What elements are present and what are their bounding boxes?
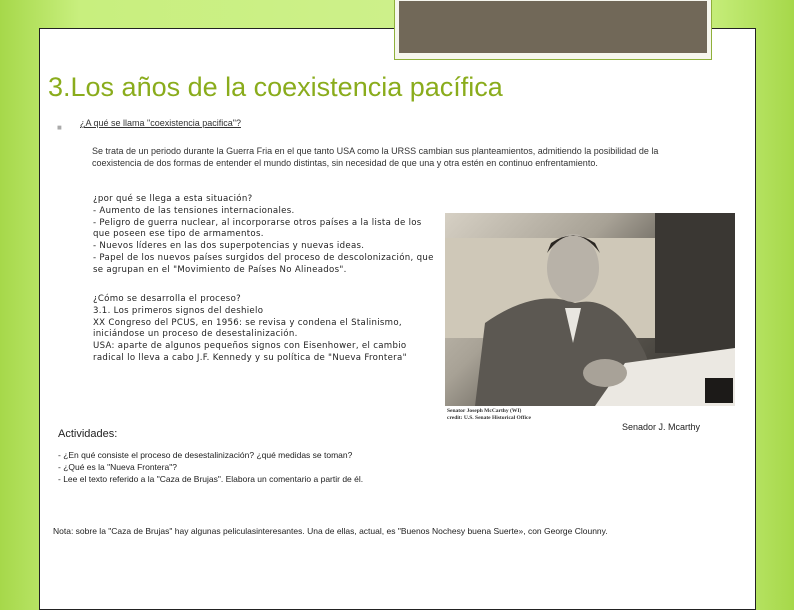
activity-item: - ¿Qué es la "Nueva Frontera"?: [58, 462, 177, 472]
how-item: XX Congreso del PCUS, en 1956: se revisa y condena el Stalinismo, iniciándose un proceso de desestalinización.: [93, 317, 402, 340]
caption-line: credit: U.S. Senate Historical Office: [447, 414, 531, 421]
why-heading: ¿por qué se llega a esta situación?: [93, 194, 253, 204]
activity-item: - ¿En qué consiste el proceso de desestalinización? ¿qué medidas se toman?: [58, 450, 353, 460]
why-item: - Aumento de las tensiones internacionales.: [93, 205, 295, 216]
mccarthy-photo: [445, 213, 735, 406]
caption-line: Senator Joseph McCarthy (WI): [447, 408, 522, 414]
decorative-header-box: [394, 0, 712, 60]
activities-list: [58, 449, 363, 485]
why-section: [93, 194, 438, 277]
how-section: [93, 294, 438, 365]
why-item: - Nuevos líderes en las dos superpotencias y nuevas ideas.: [93, 241, 365, 252]
question-heading: ¿A qué se llama "coexistencia pacifica"?: [80, 118, 241, 128]
activity-item: - Lee el texto referido a la "Caza de Brujas". Elabora un comentario a partir de él.: [58, 474, 364, 484]
how-item: USA: aparte de algunos pequeños signos con Eisenhower, el cambio radical lo lleva a cabo J.F. Kennedy y su política de "Nueva Frontera": [93, 341, 407, 363]
how-heading: ¿Cómo se desarrolla el proceso?: [93, 294, 241, 304]
photo-caption: [447, 408, 531, 421]
how-item: 3.1. Los primeros signos del deshielo: [93, 305, 264, 316]
activities-heading: Actividades:: [58, 428, 118, 440]
why-item: - Papel de los nuevos países surgidos del proceso de descolonización, que se agrupan en el "Movimiento de Países No Alineados".: [93, 252, 434, 275]
photo-label: Senador J. Mcarthy: [622, 422, 701, 432]
slide-title: 3.Los años de la coexistencia pacífica: [48, 72, 503, 102]
bullet-icon: ■: [57, 123, 62, 132]
why-item: - Peligro de guerra nuclear, al incorporarse otros países a la lista de los que poseen ese tipo de armamentos.: [93, 217, 422, 240]
definition-paragraph: Se trata de un periodo durante la Guerra Fria en el que tanto USA como la URSS cambian sus planteamientos, admitiendo la posibilidad de la coexistencia de dos formas de entender el mundo distintas, sin necesidad de que una y otra estén en continuo enfrentamiento.: [92, 146, 659, 168]
note-text: Nota: sobre la "Caza de Brujas" hay algunas peliculasinteresantes. Una de ellas, actual, es "Buenos Nochesy buena Suerte», con George Clounny.: [53, 526, 608, 536]
